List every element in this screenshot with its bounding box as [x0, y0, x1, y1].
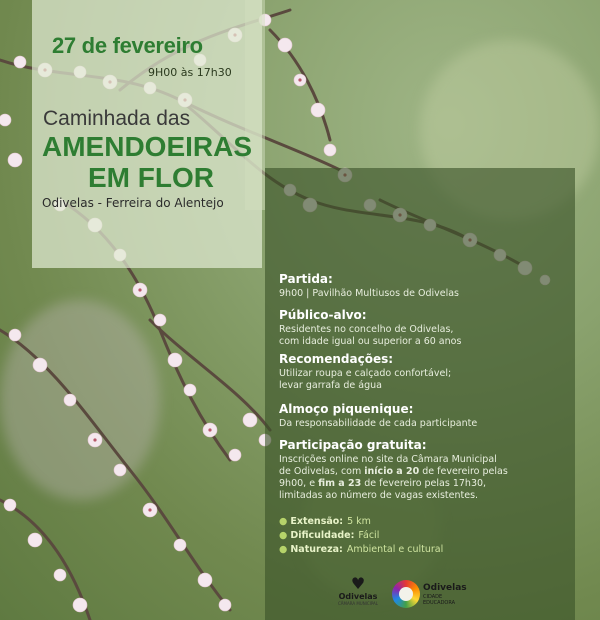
almoco-section — [279, 402, 477, 430]
participacao-line2: de Odivelas, com início a 20 de fevereiro pelas — [279, 466, 508, 477]
almoco-body: Da responsabilidade de cada participante — [279, 418, 478, 429]
odivelas-emblem-icon: ♥ — [350, 574, 366, 593]
partida-title: Partida: — [279, 272, 333, 286]
header-panel-accent — [245, 0, 265, 210]
participacao-line3: 9h00, e fim a 23 de fevereiro pelas 17h30, — [279, 478, 487, 489]
detail-extensao: ● Extensão: 5 km — [279, 516, 371, 527]
recomendacoes-title: Recomendações: — [279, 352, 394, 366]
publico-title: Público-alvo: — [279, 308, 367, 322]
event-title-line2: AMENDOEIRAS — [42, 131, 253, 162]
event-title-line3: EM FLOR — [88, 162, 214, 193]
detail-natureza: ● Natureza: Ambiental e cultural — [279, 544, 444, 555]
almoco-title: Almoço piquenique: — [279, 402, 414, 416]
participacao-line4: limitadas ao número de vagas existentes. — [279, 490, 479, 501]
recomendacoes-section — [279, 352, 451, 392]
participacao-section — [279, 438, 508, 502]
event-title-line1: Caminhada das — [43, 107, 191, 130]
partida-body: 9h00 | Pavilhão Multiusos de Odivelas — [279, 288, 459, 299]
bullet-dot-icon: ● — [279, 530, 288, 541]
recomendacoes-line1: Utilizar roupa e calçado confortável; — [279, 368, 452, 379]
publico-line1: Residentes no concelho de Odivelas, — [279, 324, 454, 335]
bullet-dot-icon: ● — [279, 516, 288, 527]
recomendacoes-line2: levar garrafa de água — [279, 380, 382, 391]
event-poster: 27 de fevereiro 9H00 às 17h30 Caminhada das AMENDOEIRAS EM FLOR Odivelas - Ferreira do Alentejo Partida: 9h00 | Pavilhão Multiusos de Odivelas Público-alvo: Residentes no concelho de Odivelas, com idade igual ou superior a 60 anos Recomendações: Utilizar roupa e calçado confortável; levar garrafa de água Almoço piquenique: Da responsabilidade de cada participante Participação gratuita: Inscrições online no site da Câmara Municipal de Odivelas, com início a 20 de fevereiro pelas 9h00, e fim a 23 de fevereiro pelas 17h30, limitadas ao número de vagas existentes. ● Extensão: 5 km ● Dificuldade: Fácil ● Natureza: Ambiental e cultural ♥ Odivelas CÂMARA MUNICIPAL Odivelas CIDADE EDUCADORA — [0, 0, 600, 620]
participacao-line1: Inscrições online no site da Câmara Municipal — [279, 454, 497, 465]
publico-line2: com idade igual ou superior a 60 anos — [279, 336, 462, 347]
inscription-start: início a 20 — [364, 466, 420, 477]
inscription-end: fim a 23 — [318, 478, 362, 489]
participacao-title: Participação gratuita: — [279, 438, 427, 452]
event-route: Odivelas - Ferreira do Alentejo — [42, 196, 224, 210]
detail-dificuldade: ● Dificuldade: Fácil — [279, 530, 380, 541]
bullet-dot-icon: ● — [279, 544, 288, 555]
publico-section — [279, 308, 461, 348]
event-time: 9H00 às 17h30 — [148, 66, 232, 79]
partida-section — [279, 272, 459, 300]
event-date: 27 de fevereiro — [52, 33, 203, 58]
camara-municipal-logo: ♥ Odivelas CÂMARA MUNICIPAL — [328, 576, 388, 606]
